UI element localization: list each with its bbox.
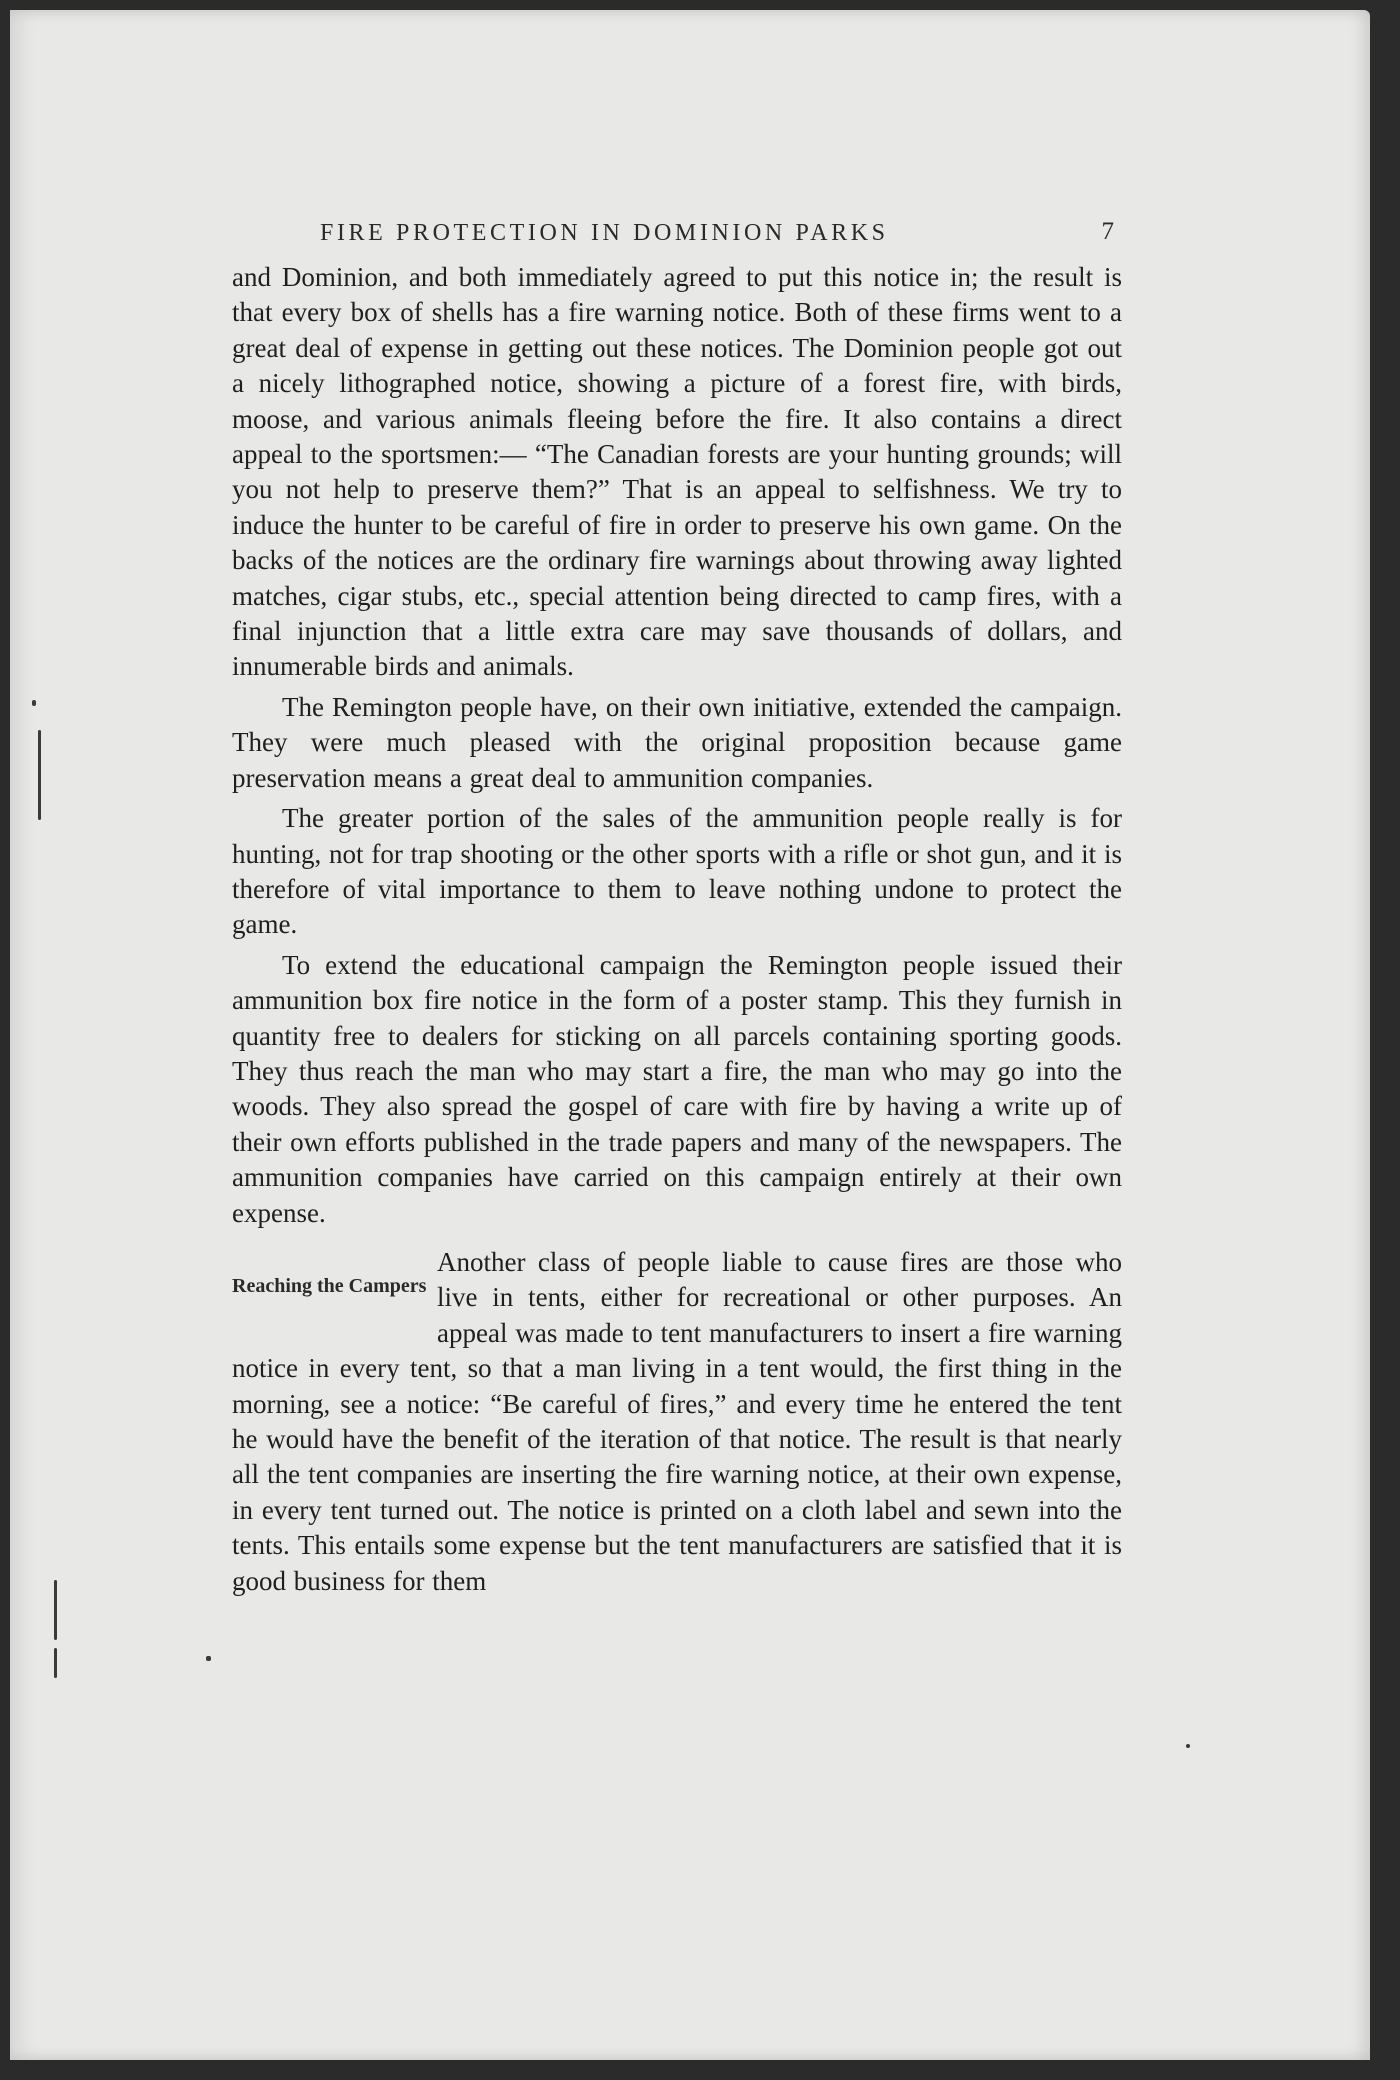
scan-speck [206,1656,211,1661]
sidenote-section [232,1245,1122,1599]
paragraph-3: The greater portion of the sales of the ammunition people really is for hunting, not for trap shooting or the other sports with a rifle or shot gun, and it is therefore of vital importance to them to leave nothing undone to protect the game. [232,803,1122,940]
paragraph-2: The Remington people have, on their own initiative, extended the campaign. They were much pleased with the original proposition because game preservation means a great deal to ammunition companies. [232,691,1122,793]
paragraph-4: To extend the educational campaign the Remington people issued their ammunition box fire notice in the form of a poster stamp. This they furnish in quantity free to dealers for sticking on all parcels containing sporting goods. They thus reach the man who may start a fire, the man who may go into the woods. They also spread the gospel of care with fire by having a write up of their own efforts published in the trade papers and many of the newspapers. The ammunition companies have carried on this campaign entirely at their own expense. [232,949,1122,1228]
binding-edge-mark [54,1648,57,1678]
text-block [232,210,1122,1599]
binding-edge-mark [38,730,41,820]
binding-edge-mark [54,1580,57,1640]
page-number: 7 [1101,218,1114,245]
page-header [232,210,1122,260]
page-sheet [10,10,1370,2060]
paragraph-5: Another class of people liable to cause fires are those who live in tents, either for recreational or other purposes. An appeal was made to tent manufacturers to insert a fire warning notice in every tent, so that a man living in a tent would, the first thing in the morning, see a notice: “Be careful of fires,” and every time he entered the tent he would have the benefit of the iteration of that notice. The result is that nearly all the tent companies are inserting the fire warning notice, at their own expense, in every tent turned out. The notice is printed on a cloth label and sewn into the tents. This entails some expense but the tent manufacturers are satisfied that it is good business for them [232,1246,1122,1596]
sidenote-heading: Reaching the Campers [232,1274,427,1297]
scan-speck [1186,1744,1190,1748]
scan-speck [32,700,36,706]
paragraph-1: and Dominion, and both immediately agreed to put this notice in; the result is that every box of shells has a fire warning notice. Both of these firms went to a great deal of expense in getting out these notices. The Dominion people got out a nicely lithographed notice, showing a picture of a forest fire, with birds, moose, and various animals fleeing before the fire. It also contains a direct appeal to the sportsmen:— “The Canadian forests are your hunting grounds; will you not help to preserve them?” That is an appeal to selfishness. We try to induce the hunter to be careful of fire in order to preserve his own game. On the backs of the notices are the ordinary fire warnings about throwing away lighted matches, cigar stubs, etc., special attention being directed to camp fires, with a final injunction that a little extra care may save thousands of dollars, and innumerable birds and animals. [232,262,1122,682]
running-head: FIRE PROTECTION IN DOMINION PARKS [320,220,889,246]
